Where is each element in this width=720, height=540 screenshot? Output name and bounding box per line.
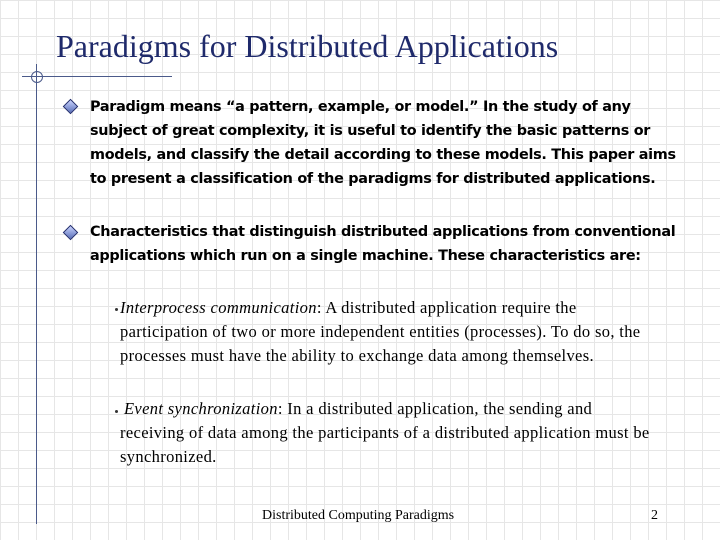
- sub-bullet-dot-icon: [115, 410, 118, 413]
- bullet-paradigm-definition: Paradigm means “a pattern, example, or model.” In the study of any subject of great complexity, it is useful to identify the basic patterns or models, and classify the detail according to these models. This paper aims to present a classification of the paradigms for distributed applications.: [90, 99, 676, 187]
- bullet-characteristics: Characteristics that distinguish distributed applications from conventional applications which run on a single machine. These characteristics are:: [90, 224, 676, 264]
- sub-bullet-term: Interprocess communication: [120, 298, 317, 317]
- left-vertical-rule: [36, 64, 37, 524]
- sub-bullet-body: : In a distributed application, the sending and receiving of data among the participants of a distributed application must be synchronized.: [120, 399, 650, 466]
- diamond-bullet-icon: [63, 99, 79, 115]
- rule-ring-icon: [31, 71, 43, 83]
- sub-bullet-ipc: [120, 296, 660, 368]
- sub-bullet-event-sync: [120, 397, 660, 469]
- sub-bullet-body: : A distributed application require the participation of two or more independent entities (processes). To do so, the processes must have the ability to exchange data among themselves.: [120, 298, 641, 365]
- slide-title: Paradigms for Distributed Applications: [56, 28, 559, 64]
- page-number: 2: [651, 508, 658, 523]
- title-underline: [22, 76, 172, 77]
- diamond-bullet-icon: [63, 225, 79, 241]
- sub-bullet-term: Event synchronization: [124, 399, 278, 418]
- sub-bullet-dot-icon: [115, 308, 118, 311]
- footer-title: Distributed Computing Paradigms: [262, 508, 455, 523]
